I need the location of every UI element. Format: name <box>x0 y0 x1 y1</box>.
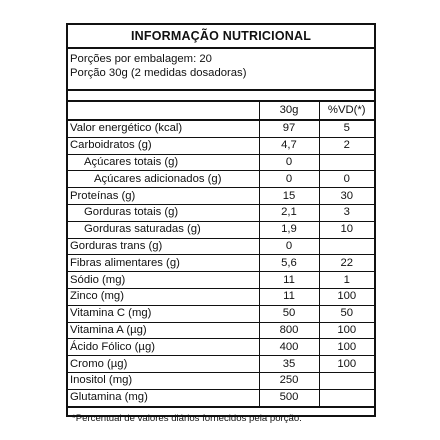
nutrient-amount: 1,9 <box>259 221 319 238</box>
table-row <box>68 272 374 289</box>
nutrient-amount: 0 <box>259 154 319 171</box>
portions-per-package: Porções por embalagem: 20 <box>70 53 212 65</box>
table-row <box>68 356 374 373</box>
nutrient-name: Inositol (mg) <box>68 372 259 389</box>
nutrient-amount: 500 <box>259 389 319 406</box>
nutrient-amount: 250 <box>259 372 319 389</box>
table-row <box>68 255 374 272</box>
table-row <box>68 322 374 339</box>
nutrient-daily-value: 30 <box>319 188 374 205</box>
nutrient-daily-value <box>319 154 374 171</box>
header-daily-value: %VD(*) <box>319 102 374 120</box>
nutrient-amount: 50 <box>259 305 319 322</box>
table-header-row <box>68 102 374 120</box>
nutrient-daily-value: 100 <box>319 339 374 356</box>
nutrient-amount: 11 <box>259 272 319 289</box>
table-row <box>68 372 374 389</box>
table-row <box>68 171 374 188</box>
header-amount: 30g <box>259 102 319 120</box>
table-row <box>68 204 374 221</box>
nutrient-daily-value: 10 <box>319 221 374 238</box>
nutrient-name: Fibras alimentares (g) <box>68 255 259 272</box>
nutrient-amount: 5,6 <box>259 255 319 272</box>
nutrient-daily-value: 2 <box>319 137 374 154</box>
nutrient-name: Sódio (mg) <box>68 272 259 289</box>
table-row <box>68 221 374 238</box>
panel-title: INFORMAÇÃO NUTRICIONAL <box>68 25 374 49</box>
table-row <box>68 120 374 137</box>
nutrient-name: Vitamina A (µg) <box>68 322 259 339</box>
nutrient-daily-value: 100 <box>319 356 374 373</box>
table-row <box>68 154 374 171</box>
nutrient-daily-value <box>319 372 374 389</box>
nutrition-table <box>68 102 374 408</box>
nutrient-amount: 800 <box>259 322 319 339</box>
serving-info <box>68 49 374 91</box>
nutrient-amount: 97 <box>259 120 319 137</box>
nutrient-daily-value: 0 <box>319 171 374 188</box>
nutrient-amount: 15 <box>259 188 319 205</box>
footnote: *Percentual de valores diários fornecidos pela porção. <box>72 412 302 424</box>
nutrition-facts-panel <box>66 23 376 424</box>
nutrient-name: Zinco (mg) <box>68 288 259 305</box>
nutrient-name: Gorduras totais (g) <box>68 204 259 221</box>
nutrient-amount: 2,1 <box>259 204 319 221</box>
nutrient-amount: 0 <box>259 238 319 255</box>
nutrient-name: Proteínas (g) <box>68 188 259 205</box>
nutrient-daily-value: 3 <box>319 204 374 221</box>
table-row <box>68 339 374 356</box>
nutrient-daily-value: 50 <box>319 305 374 322</box>
table-row <box>68 305 374 322</box>
nutrient-amount: 4,7 <box>259 137 319 154</box>
nutrient-name: Valor energético (kcal) <box>68 120 259 137</box>
nutrient-amount: 0 <box>259 171 319 188</box>
nutrient-name: Gorduras trans (g) <box>68 238 259 255</box>
nutrient-daily-value: 100 <box>319 322 374 339</box>
nutrient-name: Açúcares adicionados (g) <box>68 171 259 188</box>
table-row <box>68 238 374 255</box>
nutrient-name: Carboidratos (g) <box>68 137 259 154</box>
nutrient-amount: 11 <box>259 288 319 305</box>
table-row <box>68 288 374 305</box>
nutrient-daily-value: 1 <box>319 272 374 289</box>
nutrient-name: Açúcares totais (g) <box>68 154 259 171</box>
table-row <box>68 137 374 154</box>
nutrient-name: Cromo (µg) <box>68 356 259 373</box>
table-row <box>68 389 374 406</box>
header-spacer <box>68 91 374 102</box>
nutrient-daily-value: 5 <box>319 120 374 137</box>
nutrient-amount: 400 <box>259 339 319 356</box>
nutrient-amount: 35 <box>259 356 319 373</box>
header-empty-cell <box>68 102 259 120</box>
table-row <box>68 188 374 205</box>
nutrient-daily-value: 22 <box>319 255 374 272</box>
nutrient-name: Glutamina (mg) <box>68 389 259 406</box>
portion-size: Porção 30g (2 medidas dosadoras) <box>70 67 247 79</box>
nutrient-daily-value: 100 <box>319 288 374 305</box>
nutrient-daily-value <box>319 389 374 406</box>
nutrient-name: Vitamina C (mg) <box>68 305 259 322</box>
nutrient-name: Gorduras saturadas (g) <box>68 221 259 238</box>
nutrient-daily-value <box>319 238 374 255</box>
nutrient-name: Ácido Fólico (µg) <box>68 339 259 356</box>
